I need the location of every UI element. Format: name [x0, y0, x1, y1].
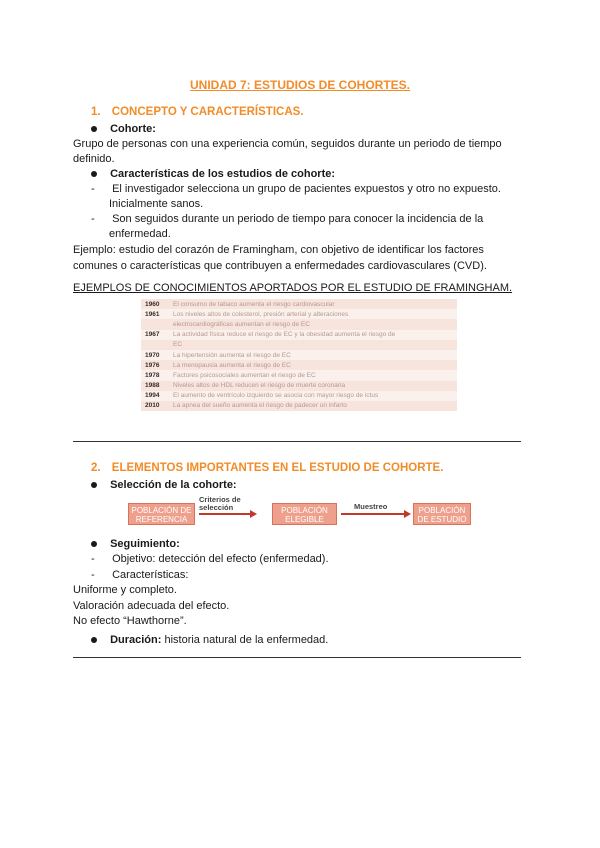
framingham-row — [141, 401, 457, 411]
bullet-icon — [91, 482, 97, 488]
plain-line: Uniforme y completo. — [73, 584, 177, 596]
framingham-finding: Niveles altos de HDL reducen el riesgo de muerte coronaria — [173, 382, 346, 390]
framingham-year: 1961 — [145, 310, 160, 318]
framingham-finding: Los niveles altos de colesterol, presión arterial y alteraciones — [173, 310, 349, 318]
framingham-row — [141, 350, 457, 360]
framingham-row — [141, 299, 457, 309]
seleccion-bullet — [91, 477, 237, 493]
caracteristica-line: Son seguidos durante un periodo de tiempo para conocer la incidencia de la — [112, 213, 484, 225]
framingham-finding: El aumento de ventrículo izquierdo se asocia con mayor riesgo de ictus — [173, 392, 379, 400]
page-title: UNIDAD 7: ESTUDIOS DE COHORTES. — [189, 78, 411, 92]
section-2-title: ELEMENTOS IMPORTANTES EN EL ESTUDIO DE COHORTE. — [111, 462, 444, 474]
framingham-year: 1994 — [145, 392, 160, 400]
bullet-icon — [91, 126, 97, 132]
divider — [73, 657, 521, 658]
ejemplo-line-1: Ejemplo: estudio del corazón de Framingham, con objetivo de identificar los factores — [73, 244, 484, 256]
arrow-right-icon — [404, 510, 411, 518]
caracteristica-line: enfermedad. — [109, 228, 171, 240]
section-2-heading — [91, 462, 443, 474]
seguimiento-text: Objetivo: detección del efecto (enfermedad). — [112, 553, 329, 565]
caracteristica-item — [91, 181, 501, 197]
dash-marker: - — [91, 213, 95, 225]
framingham-finding: electrocardiográficas aumentan el riesgo de EC — [173, 320, 310, 328]
framingham-year: 1970 — [145, 351, 160, 359]
framingham-year: 2010 — [145, 402, 160, 410]
seguimiento-item — [91, 551, 329, 567]
poblacion-estudio-box: POBLACIÓN DE ESTUDIO — [413, 503, 471, 525]
divider — [73, 441, 521, 442]
framingham-finding: Factores psicosociales aumentan el riesgo de EC — [173, 371, 316, 379]
bullet-icon — [91, 541, 97, 547]
framingham-row — [141, 381, 457, 391]
framingham-year — [141, 340, 169, 350]
plain-line: Valoración adecuada del efecto. — [73, 600, 230, 612]
framingham-row — [141, 340, 457, 350]
framingham-year — [141, 319, 169, 329]
criterios-label: Criterios de selección — [199, 495, 241, 512]
framingham-year: 1978 — [145, 371, 160, 379]
caracteristicas-label: Características de los estudios de cohorte: — [110, 168, 336, 180]
framingham-row — [141, 391, 457, 401]
seguimiento-text: Características: — [112, 569, 189, 581]
framingham-finding: EC — [173, 341, 183, 349]
muestreo-label: Muestreo — [354, 502, 388, 511]
seleccion-label: Selección de la cohorte: — [110, 479, 237, 491]
framingham-year: 1960 — [145, 300, 160, 308]
duracion-text: historia natural de la enfermedad. — [161, 634, 329, 646]
section-1-number: 1. — [91, 106, 101, 118]
ejemplo-line-2: comunes o características que contribuyen a enfermedades cardiovasculares (CVD). — [73, 260, 487, 272]
bullet-icon — [91, 171, 97, 177]
framingham-finding: La apnea del sueño aumenta el riesgo de padecer un infarto — [173, 402, 347, 410]
section-2-number: 2. — [91, 462, 101, 474]
seguimiento-label: Seguimiento: — [110, 538, 180, 550]
cohorte-label: Cohorte: — [110, 123, 156, 135]
framingham-year: 1967 — [145, 331, 160, 339]
section-1-heading — [91, 106, 304, 118]
poblacion-elegible-box: POBLACIÓN ELEGIBLE — [272, 503, 337, 525]
framingham-heading: EJEMPLOS DE CONOCIMIENTOS APORTADOS POR EL ESTUDIO DE FRAMINGHAM. — [73, 282, 513, 294]
framingham-row — [141, 360, 457, 370]
cohorte-definition-1: Grupo de personas con una experiencia común, seguidos durante un periodo de tiempo — [73, 138, 502, 150]
framingham-year: 1976 — [145, 361, 160, 369]
dash-marker: - — [91, 553, 95, 565]
framingham-finding: La hipertensión aumenta el riesgo de EC — [173, 351, 291, 359]
bullet-icon — [91, 637, 97, 643]
caracteristicas-bullet — [91, 166, 335, 182]
cohorte-bullet — [91, 121, 156, 137]
framingham-finding: La menopausia aumenta el riesgo de EC — [173, 361, 291, 369]
framingham-finding: La actividad física reduce el riesgo de EC y la obesidad aumenta el riesgo de — [173, 331, 396, 339]
framingham-year: 1988 — [145, 382, 160, 390]
duracion-label: Duración: — [110, 634, 162, 646]
framingham-table — [141, 299, 457, 411]
arrow-2 — [341, 513, 411, 515]
framingham-row — [141, 330, 457, 340]
framingham-table-image — [141, 299, 457, 426]
poblacion-referencia-box: POBLACIÓN DE REFERENCIA — [128, 503, 195, 525]
caracteristica-item — [91, 211, 483, 227]
framingham-row — [141, 370, 457, 380]
cohorte-definition-2: definido. — [73, 153, 115, 165]
arrow-1 — [199, 513, 257, 515]
seguimiento-item — [91, 567, 188, 583]
cohort-selection-diagram — [128, 495, 473, 531]
section-1-title: CONCEPTO Y CARACTERÍSTICAS. — [111, 106, 304, 118]
caracteristica-line: Inicialmente sanos. — [109, 198, 204, 210]
dash-marker: - — [91, 183, 95, 195]
plain-line: No efecto “Hawthorne”. — [73, 615, 187, 627]
seguimiento-bullet — [91, 536, 180, 552]
framingham-row — [141, 309, 457, 319]
framingham-row — [141, 319, 457, 329]
framingham-finding: El consumo de tabaco aumenta el riesgo cardiovascular — [173, 300, 335, 308]
caracteristica-line: El investigador selecciona un grupo de pacientes expuestos y otro no expuesto. — [112, 183, 501, 195]
dash-marker: - — [91, 569, 95, 581]
duracion-bullet — [91, 632, 328, 648]
